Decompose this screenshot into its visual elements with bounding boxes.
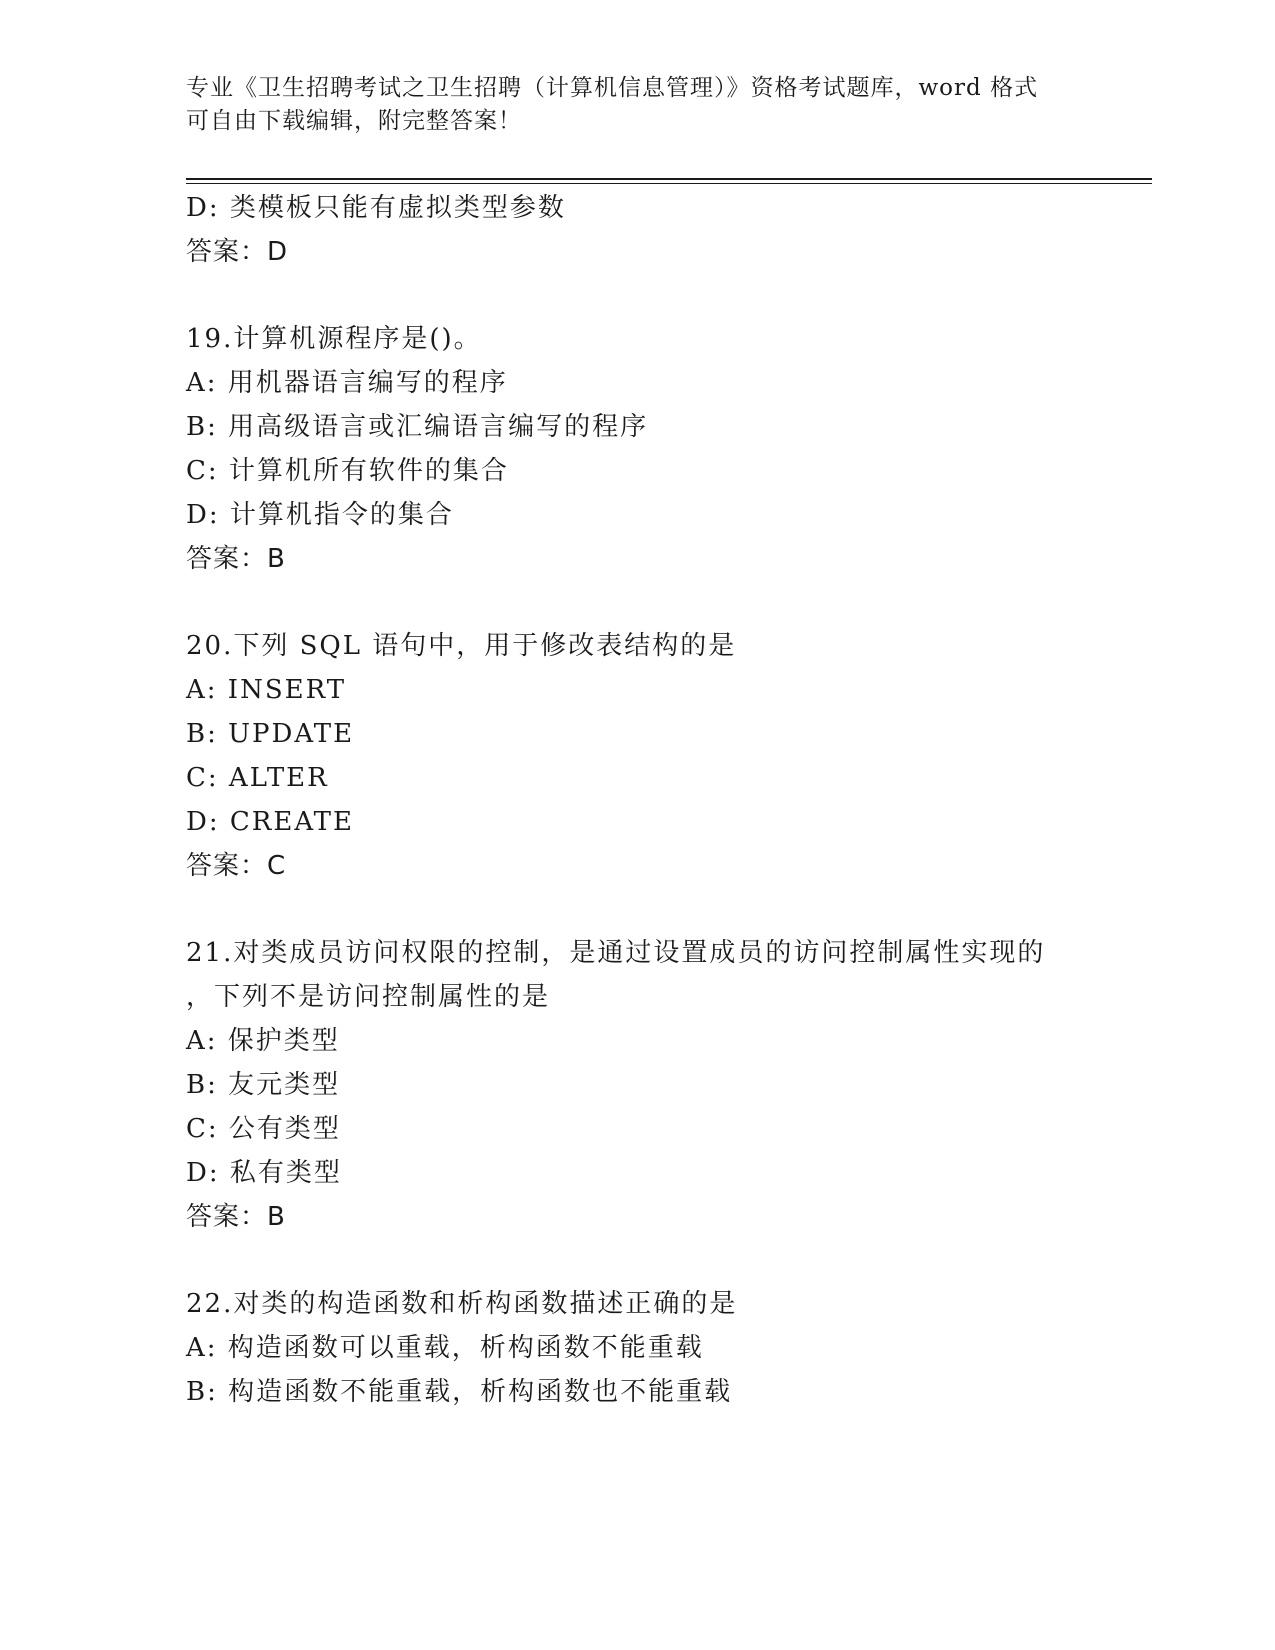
q21-option-d: D: 私有类型 xyxy=(186,1158,342,1188)
q22-option-a: A: 构造函数可以重载，析构函数不能重载 xyxy=(186,1333,704,1363)
q18-option-d: D: 类模板只能有虚拟类型参数 xyxy=(186,193,566,223)
q22-stem: 22.对类的构造函数和析构函数描述正确的是 xyxy=(186,1289,738,1319)
header-line-2: 可自由下载编辑，附完整答案！ xyxy=(186,108,522,134)
q21-answer: 答案：B xyxy=(186,1202,286,1232)
q21-stem-continued: ，下列不是访问控制属性的是 xyxy=(186,982,551,1012)
q20-stem: 20.下列 SQL 语句中，用于修改表结构的是 xyxy=(186,631,737,661)
q20-option-c: C: ALTER xyxy=(186,763,329,793)
q20-option-d: D: CREATE xyxy=(186,807,354,837)
q20-option-b: B: UPDATE xyxy=(186,719,355,749)
q19-option-a: A: 用机器语言编写的程序 xyxy=(186,368,508,398)
header-line-1: 专业《卫生招聘考试之卫生招聘（计算机信息管理）》资格考试题库，word 格式 xyxy=(186,75,1039,101)
header-divider-thin xyxy=(186,183,1152,184)
q18-answer: 答案：D xyxy=(186,237,289,267)
q22-option-b: B: 构造函数不能重载，析构函数也不能重载 xyxy=(186,1377,733,1407)
q21-option-b: B: 友元类型 xyxy=(186,1070,341,1100)
header-divider-thick xyxy=(186,178,1152,180)
q21-option-a: A: 保护类型 xyxy=(186,1026,340,1056)
q19-option-d: D: 计算机指令的集合 xyxy=(186,500,454,530)
q19-option-c: C: 计算机所有软件的集合 xyxy=(186,456,509,486)
q19-option-b: B: 用高级语言或汇编语言编写的程序 xyxy=(186,412,649,442)
q19-answer: 答案：B xyxy=(186,544,286,574)
document-header xyxy=(186,72,1066,138)
q21-option-c: C: 公有类型 xyxy=(186,1114,341,1144)
q21-stem: 21.对类成员访问权限的控制，是通过设置成员的访问控制属性实现的 xyxy=(186,938,1046,968)
q20-option-a: A: INSERT xyxy=(186,675,347,705)
q20-answer: 答案：C xyxy=(186,851,287,881)
q19-stem: 19.计算机源程序是()。 xyxy=(186,324,482,354)
